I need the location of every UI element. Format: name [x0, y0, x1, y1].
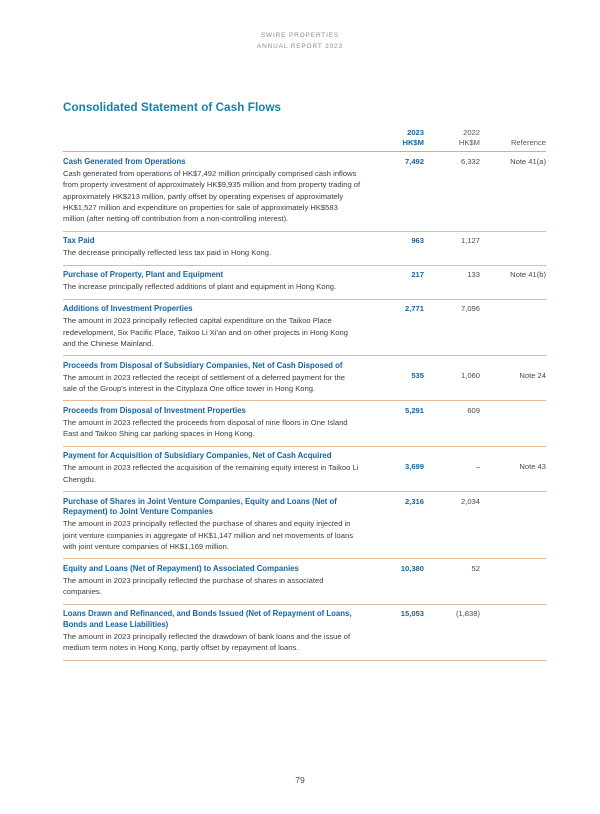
- table-header-row: [63, 128, 546, 152]
- column-header-2023: [361, 128, 424, 152]
- value-2023: 15,053: [361, 604, 424, 660]
- reference-note: Note 41(b): [480, 265, 546, 299]
- value-2022: 2,034: [424, 492, 480, 559]
- column-header-2022-year: 2022: [463, 128, 480, 137]
- row-description-cell: [63, 559, 361, 604]
- row-description-cell: [63, 356, 361, 401]
- row-description: The amount in 2023 reflected the receipt of settlement of a deferred payment for the sale of the Group's interest in the Cityplaza One office tower in Hong Kong.: [63, 372, 345, 394]
- reference-note: [480, 492, 546, 559]
- value-2022: 1,060: [424, 356, 480, 401]
- value-2022: –: [424, 446, 480, 491]
- content-area: [63, 101, 546, 661]
- row-description-cell: [63, 231, 361, 265]
- value-2023: 7,492: [361, 152, 424, 231]
- row-title: Proceeds from Disposal of Subsidiary Companies, Net of Cash Disposed of: [63, 360, 343, 370]
- table-header: [63, 128, 546, 152]
- row-title: Loans Drawn and Refinanced, and Bonds Issued (Net of Repayment of Loans, Bonds and Lease Liabilities): [63, 609, 352, 629]
- page-number: 79: [295, 775, 305, 785]
- column-header-reference: Reference: [510, 138, 546, 148]
- column-header-description: [63, 128, 361, 152]
- value-2022: 6,332: [424, 152, 480, 231]
- cash-flows-table: [63, 128, 546, 660]
- row-title: Tax Paid: [63, 236, 95, 246]
- page-title: Consolidated Statement of Cash Flows: [63, 101, 282, 114]
- row-title: Cash Generated from Operations: [63, 156, 186, 166]
- value-2022: 52: [424, 559, 480, 604]
- value-2023: 2,316: [361, 492, 424, 559]
- row-description: The decrease principally reflected less tax paid in Hong Kong.: [63, 248, 272, 258]
- row-description: The amount in 2023 reflected the proceeds from disposal of nine floors in One Island East and Taikoo Shing car parking spaces in Hong Kong.: [63, 418, 348, 439]
- row-title: Payment for Acquisition of Subsidiary Companies, Net of Cash Acquired: [63, 451, 332, 461]
- value-2023: 2,771: [361, 299, 424, 356]
- row-description-cell: [63, 401, 361, 446]
- value-2023: 217: [361, 265, 424, 299]
- reference-note: Note 24: [480, 356, 546, 401]
- table-row: [63, 401, 546, 446]
- reference-note: [480, 299, 546, 356]
- table-row: [63, 231, 546, 265]
- column-header-2022-unit: HK$M: [458, 138, 480, 148]
- row-description: The amount in 2023 principally reflected capital expenditure on the Taikoo Place redevelopment, Six Pacific Place, Taikoo Li Xi'an and on other projects in Hong Kong and the Chinese Mainland.: [63, 316, 348, 348]
- row-description: The amount in 2023 principally reflected the drawdown of bank loans and the issue of medium term notes in Hong Kong, partly offset by repayment of loans.: [63, 632, 351, 653]
- value-2022: (1,838): [424, 604, 480, 660]
- column-header-2023-unit: HK$M: [402, 138, 424, 148]
- column-header-2023-year: 2023: [407, 128, 424, 137]
- value-2023: 535: [361, 356, 424, 401]
- reference-note: [480, 401, 546, 446]
- row-description-cell: [63, 446, 361, 491]
- row-title: Equity and Loans (Net of Repayment) to Associated Companies: [63, 563, 299, 573]
- value-2022: 7,096: [424, 299, 480, 356]
- reference-note: Note 41(a): [480, 152, 546, 231]
- table-row: [63, 299, 546, 356]
- value-2022: 609: [424, 401, 480, 446]
- reference-note: [480, 559, 546, 604]
- row-description: Cash generated from operations of HK$7,492 million principally comprised cash inflows from property investment of approximately HK$9,935 million and from property trading of approximately HK$213 million, partly offset by operating expenses of approximately HK$1,527 million and expenditure on properties for sale of approximately HK$583 million (after netting off contribution from a non-controlling interest).: [63, 169, 361, 224]
- table-row: [63, 152, 546, 231]
- row-title: Purchase of Shares in Joint Venture Companies, Equity and Loans (Net of Repayment) to Joint Venture Companies: [63, 496, 337, 517]
- table-row: [63, 559, 546, 604]
- running-header: [0, 30, 600, 52]
- table-body: [63, 152, 546, 660]
- table-row: [63, 265, 546, 299]
- table-row: [63, 604, 546, 660]
- value-2023: 10,380: [361, 559, 424, 604]
- row-description: The increase principally reflected additions of plant and equipment in Hong Kong.: [63, 282, 337, 292]
- table-row: [63, 446, 546, 491]
- column-header-2022: [424, 128, 480, 152]
- row-description-cell: [63, 492, 361, 559]
- value-2023: 963: [361, 231, 424, 265]
- table-bottom-rule: [63, 660, 546, 661]
- row-description: The amount in 2023 principally reflected the purchase of shares and equity injected in joint venture companies in aggregate of HK$1,147 million and net movements of loans with joint venture companies of HK$1,169 million.: [63, 519, 354, 552]
- row-title: Additions of Investment Properties: [63, 304, 193, 314]
- row-description-cell: [63, 152, 361, 231]
- row-description-cell: [63, 604, 361, 660]
- value-2023: 3,699: [361, 446, 424, 491]
- value-2022: 133: [424, 265, 480, 299]
- row-description-cell: [63, 299, 361, 356]
- row-description: The amount in 2023 reflected the acquisition of the remaining equity interest in Taikoo Li Chengdu.: [63, 463, 359, 484]
- reference-note: [480, 604, 546, 660]
- row-title: Proceeds from Disposal of Investment Properties: [63, 405, 246, 415]
- value-2022: 1,127: [424, 231, 480, 265]
- value-2023: 5,291: [361, 401, 424, 446]
- row-title: Purchase of Property, Plant and Equipment: [63, 270, 224, 280]
- row-description-cell: [63, 265, 361, 299]
- table-row: [63, 492, 546, 559]
- running-header-report: ANNUAL REPORT 2023: [256, 43, 344, 50]
- row-description: The amount in 2023 principally reflected the purchase of shares in associated companies.: [63, 576, 324, 597]
- table-row: [63, 356, 546, 401]
- running-header-company: SWIRE PROPERTIES: [260, 32, 340, 39]
- reference-note: [480, 231, 546, 265]
- reference-note: Note 43: [480, 446, 546, 491]
